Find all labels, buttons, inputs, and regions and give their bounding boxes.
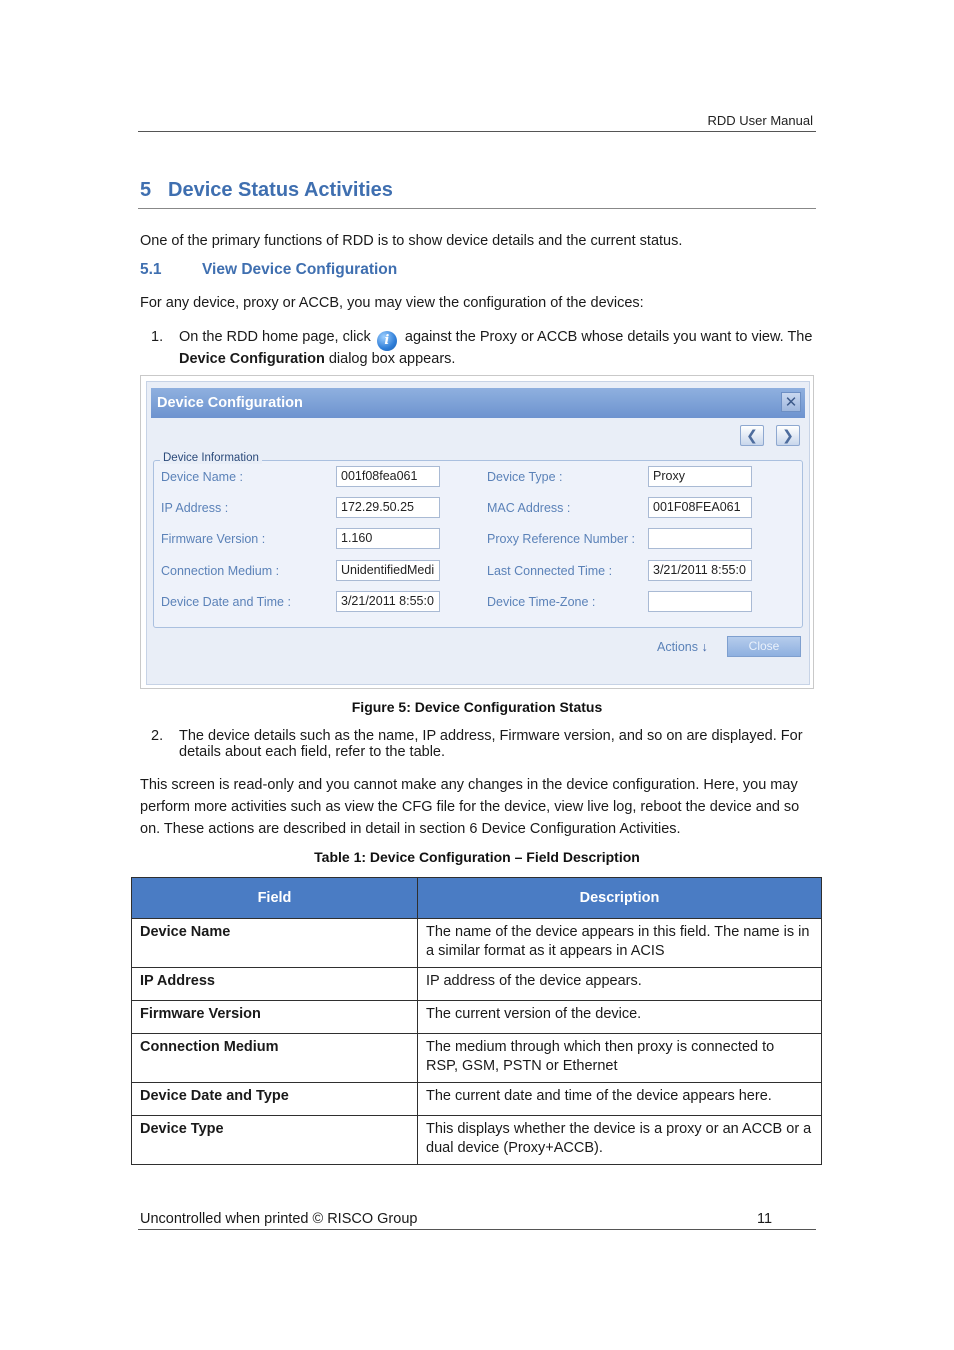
table-header-row [132,878,822,919]
subsection-intro: For any device, proxy or ACCB, you may view the configuration of the devices: [140,295,644,311]
description-line: RSP, GSM, PSTN or Ethernet [426,1058,618,1074]
description-cell [418,1034,822,1083]
column-header-field: Field [132,878,418,919]
readonly-line-1: This screen is read-only and you cannot make any changes in the device configuration. Here, you may [140,777,798,793]
header-rule [138,131,816,132]
readonly-line-2: perform more activities such as view the CFG file for the device, view live log, reboot the device and so [140,799,800,815]
step-1-number: 1. [151,329,164,345]
connection-medium-label: Connection Medium : [161,564,280,578]
table-row [132,1083,822,1116]
device-type-label: Device Type : [487,470,563,484]
subsection-title: View Device Configuration [202,261,398,278]
actions-menu[interactable] [657,640,708,654]
mac-address-label: MAC Address : [487,501,571,515]
table-row [132,1116,822,1165]
figure-device-configuration [140,375,814,689]
readonly-paragraph [140,774,820,840]
field-name-cell: IP Address [132,968,418,1001]
last-connected-time-label: Last Connected Time : [487,564,613,578]
description-line: The medium through which then proxy is connected to [426,1039,775,1055]
step-1-text-end: dialog box appears. [328,351,456,367]
dialog-title-bar [151,388,805,418]
step-1-text-middle: against the Proxy or ACCB whose details you want to view. The [404,329,813,345]
description-line: This displays whether the device is a proxy or an ACCB or a [426,1121,812,1137]
description-cell: IP address of the device appears. [418,968,822,1001]
proxy-reference-number-field [648,528,752,549]
device-information-legend: Device Information [160,452,262,464]
ip-address-field: 172.29.50.25 [336,497,440,518]
table-caption: Table 1: Device Configuration – Field Description [314,849,640,865]
description-line: a similar format as it appears in ACIS [426,943,665,959]
subsection-heading [140,261,397,279]
device-configuration-dialog [146,381,810,685]
chevron-left-icon[interactable]: ❮ [740,425,764,446]
step-2-text [179,725,819,762]
section-number: 5 [140,179,152,201]
proxy-reference-number-label: Proxy Reference Number : [487,532,635,546]
chevron-right-icon[interactable]: ❯ [776,425,800,446]
device-time-zone-field [648,591,752,612]
info-icon: i [377,331,397,351]
device-time-zone-label: Device Time-Zone : [487,595,596,609]
step-1-bold-term: Device Configuration [179,351,325,367]
description-cell: The current date and time of the device appears here. [418,1083,822,1116]
footer-rule [138,1229,816,1230]
table-row [132,919,822,968]
field-name-cell: Firmware Version [132,1001,418,1034]
subsection-number: 5.1 [140,261,162,278]
field-description-table [131,877,822,1165]
ip-address-label: IP Address : [161,501,229,515]
footer-copyright: Uncontrolled when printed © RISCO Group [140,1211,418,1227]
connection-medium-field: UnidentifiedMedi [336,560,440,581]
field-name-cell: Device Type [132,1116,418,1165]
description-line: The name of the device appears in this field. The name is in [426,924,810,940]
step-1-line-2 [179,348,819,370]
device-type-field: Proxy [648,466,752,487]
step-1-text [179,326,819,370]
step-2-line-2: details about each field, refer to the table. [179,744,446,760]
step-2-line-1: The device details such as the name, IP address, Firmware version, and so on are displayed. For [179,728,803,744]
readonly-line-3: on. These actions are described in detail in section 6 Device Configuration Activities. [140,821,681,837]
arrow-down-icon: ↓ [701,640,708,654]
description-cell [418,919,822,968]
description-cell [418,1116,822,1165]
dialog-title: Device Configuration [157,395,303,411]
step-2-number: 2. [151,728,164,744]
document-title: RDD User Manual [707,113,813,128]
mac-address-field: 001F08FEA061 [648,497,752,518]
table-row [132,1001,822,1034]
step-1-text-start: On the RDD home page, click [179,329,371,345]
section-rule [138,208,816,209]
field-name-cell: Device Name [132,919,418,968]
table-row [132,1034,822,1083]
figure-caption: Figure 5: Device Configuration Status [351,699,603,715]
firmware-version-field: 1.160 [336,528,440,549]
device-name-label: Device Name : [161,470,243,484]
description-line: dual device (Proxy+ACCB). [426,1140,603,1156]
close-icon[interactable]: ✕ [781,392,801,412]
device-date-time-field: 3/21/2011 8:55:0 [336,591,440,612]
firmware-version-label: Firmware Version : [161,532,266,546]
field-name-cell: Connection Medium [132,1034,418,1083]
page-number: 11 [757,1211,773,1227]
field-name-cell: Device Date and Type [132,1083,418,1116]
device-name-field: 001f08fea061 [336,466,440,487]
intro-paragraph: One of the primary functions of RDD is to show device details and the current status. [140,233,683,249]
table-row [132,968,822,1001]
actions-label: Actions [657,640,698,654]
device-date-time-label: Device Date and Time : [161,595,291,609]
section-title: Device Status Activities [168,179,393,201]
section-heading [140,179,393,202]
description-cell: The current version of the device. [418,1001,822,1034]
last-connected-time-field: 3/21/2011 8:55:0 [648,560,752,581]
column-header-description: Description [418,878,822,919]
close-button[interactable]: Close [727,636,801,657]
